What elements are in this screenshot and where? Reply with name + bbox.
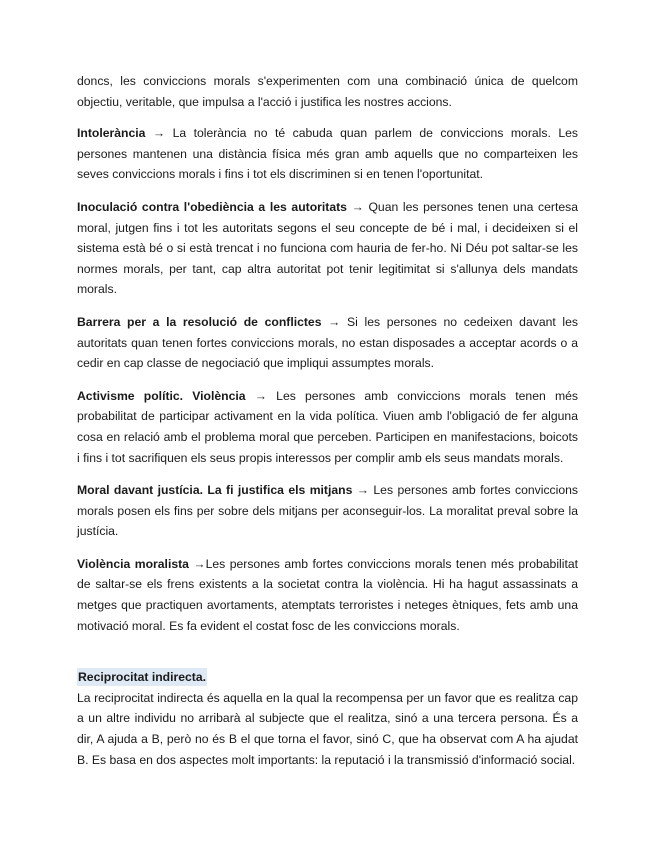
item-activisme xyxy=(77,386,578,468)
arrow: → xyxy=(352,483,374,498)
arrow: → xyxy=(188,556,206,571)
item-barrera xyxy=(77,312,578,374)
arrow: → xyxy=(346,199,369,214)
item-intolerancia xyxy=(77,123,578,185)
section-heading: Reciprocitat indirecta. xyxy=(78,670,207,685)
item-text: Quan les persones tenen una certesa moral, jutgen fins i tot les autoritats segons el seu concepte de bé i mal, i decideixen si el sistema està bé o si està trencat i no funciona com hauria de fer-ho. Ni Déu pot saltar-se les normes morals, per tant, cap altra autoritat pot tenir legitimitat si s'allunya dels mandats morals. xyxy=(77,199,578,297)
item-term: Moral davant justícia. La fi justifica els mitjans xyxy=(77,483,353,498)
item-term: Intolerància xyxy=(77,126,146,141)
item-text: Les persones amb conviccions morals tenen més probabilitat de participar activament en la vida política. Viuen amb l'obligació de fer alguna cosa en relació amb el problema moral que perceben. Participen en manifestacions, boicots i fins i tot sacrifiquen els seus propis interessos per complir amb els seus mandats morals. xyxy=(77,388,578,465)
item-text: Les persones amb fortes conviccions morals tenen més probabilitat de saltar-se els frens existents a la societat contra la violència. Hi ha hagut assassinats a metges que practiquen avortaments, atemptats terroristes i neteges ètniques, fets amb una motivació moral. Es fa evident el costat fosc de les conviccions morals. xyxy=(77,556,578,633)
item-text: Les persones amb fortes conviccions morals posen els fins per sobre dels mitjans per aconseguir-los. La moralitat preval sobre la justícia. xyxy=(77,483,578,539)
section-spacer xyxy=(77,648,578,665)
item-term: Activisme polític. Violència xyxy=(77,388,246,403)
item-term: Violència moralista xyxy=(77,556,189,571)
document-page xyxy=(77,71,578,770)
item-term: Barrera per a la resolució de conflictes xyxy=(77,314,322,329)
item-text: La tolerància no té cabuda quan parlem de conviccions morals. Les persones mantenen una distància física més gran amb aquells que no comparteixen les seves conviccions morals i fins i tot els discriminen si en tenen l'oportunitat. xyxy=(77,126,578,182)
arrow: → xyxy=(321,314,347,329)
intro-paragraph: doncs, les conviccions morals s'experimenten com una combinació única de quelcom objectiu, veritable, que impulsa a l'acció i justifica les nostres accions. xyxy=(77,74,578,109)
arrow: → xyxy=(145,126,173,141)
item-moral-justicia xyxy=(77,480,578,542)
section-body: La reciprocitat indirecta és aquella en la qual la recompensa per un favor que es realitza cap a un altre individu no arribarà al subjecte que el realitza, sinó a una tercera persona. És a dir, A ajuda a B, però no és B el que torna el favor, sinó C, que ha observat com A ha ajudat B. Es basa en dos aspectes molt importants: la reputació i la transmissió d'informació social. xyxy=(77,690,578,767)
item-violencia-moralista xyxy=(77,554,578,636)
section-reciprocitat xyxy=(77,665,578,770)
item-text: Si les persones no cedeixen davant les autoritats quan tenen fortes conviccions morals, no estan disposades a acceptar acords o a cedir en cap classe de negociació que impliqui assumptes morals. xyxy=(77,314,578,371)
item-inoculacio xyxy=(77,197,578,300)
item-term: Inoculació contra l'obediència a les autoritats xyxy=(77,199,347,214)
arrow: → xyxy=(245,388,277,403)
